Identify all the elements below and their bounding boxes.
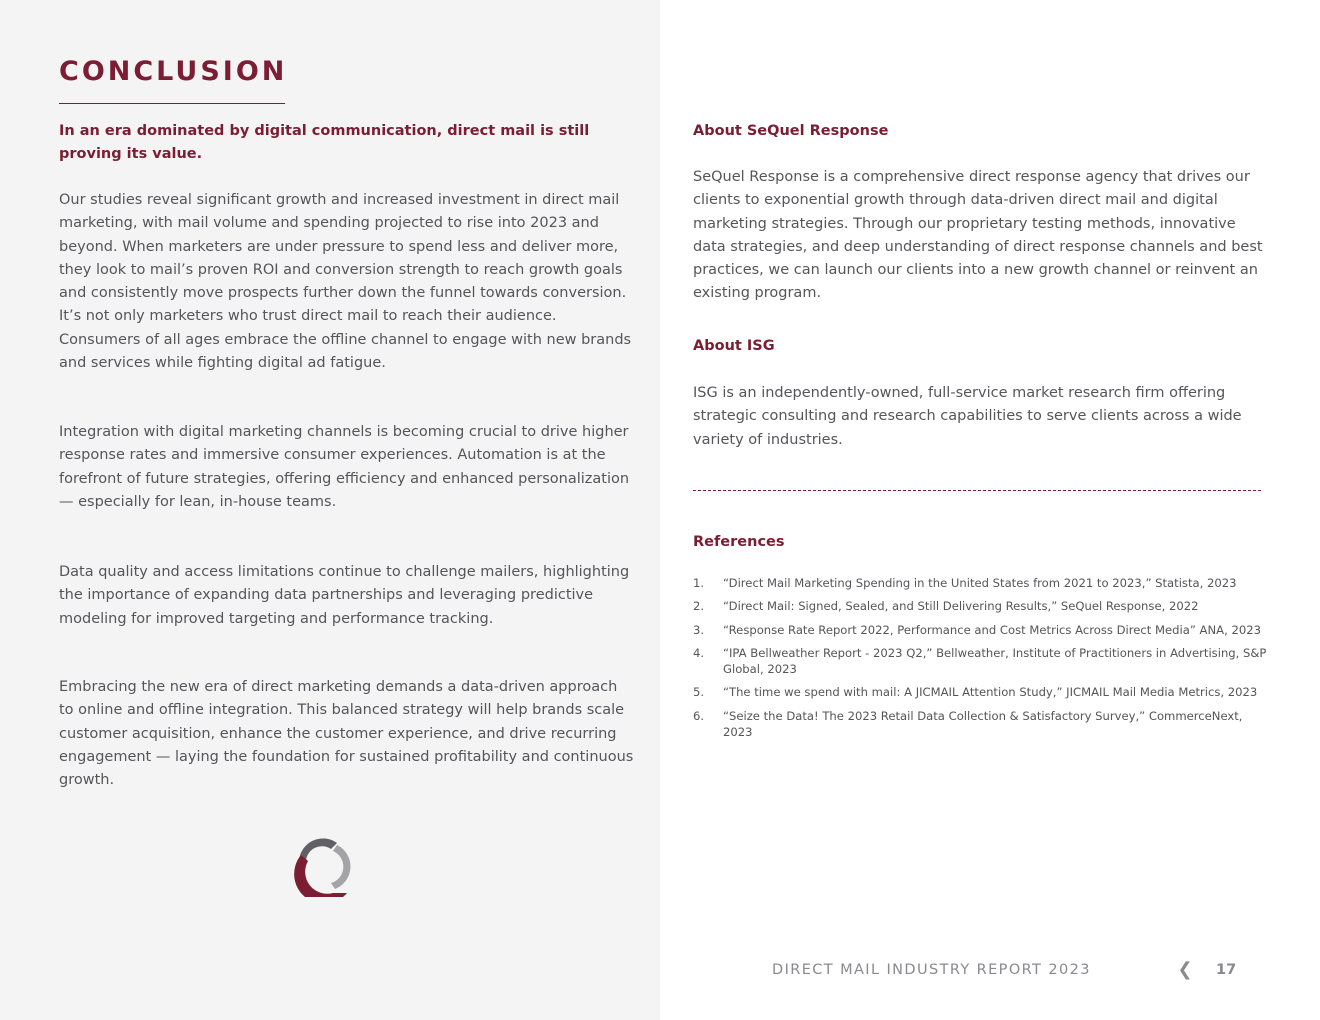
- reference-text: “Direct Mail Marketing Spending in the United States from 2021 to 2023,” Statista, 2023: [723, 576, 1237, 590]
- about-sequel-heading: About SeQuel Response: [693, 123, 889, 139]
- reference-number: 2.: [693, 599, 705, 614]
- reference-number: 1.: [693, 576, 705, 590]
- reference-item: [693, 575, 1268, 591]
- lead-statement: In an era dominated by digital communication, direct mail is still proving its value.: [59, 123, 590, 163]
- reference-item: [693, 684, 1268, 700]
- footer-report-title: DIRECT MAIL INDUSTRY REPORT 2023: [772, 962, 1091, 978]
- reference-number: 6.: [693, 708, 705, 723]
- chevron-left-icon[interactable]: ❮: [1177, 959, 1193, 980]
- about-sequel-text: SeQuel Response is a comprehensive direct response agency that drives our clients to exponential growth through data-driven direct mail and digital marketing strategies. Through our proprietary testing methods, innovative data strategies, and deep understanding of direct response channels and best practices, we can launch our clients into a new growth channel or reinvent an existing program.: [693, 169, 1263, 302]
- reference-text: “Seize the Data! The 2023 Retail Data Collection & Satisfactory Survey,” CommerceNext, 2023: [723, 708, 1243, 740]
- sequel-response-logo-icon: [293, 835, 353, 897]
- conclusion-paragraph: Embracing the new era of direct marketing demands a data-driven approach to online and offline integration. This balanced strategy will help brands scale customer acquisition, enhance the customer experience, and drive recurring engagement — laying the foundation for sustained profitability and continuous growth.: [59, 679, 634, 789]
- about-isg-heading: About ISG: [693, 338, 775, 354]
- reference-item: [693, 645, 1268, 678]
- references-list: [693, 575, 1268, 747]
- reference-number: 4.: [693, 645, 705, 660]
- reference-text: “IPA Bellweather Report - 2023 Q2,” Bellweather, Institute of Practitioners in Advertising, S&P Global, 2023: [723, 645, 1267, 677]
- reference-item: [693, 708, 1268, 741]
- reference-text: “The time we spend with mail: A JICMAIL Attention Study,” JICMAIL Mail Media Metrics, 2023: [723, 685, 1258, 700]
- reference-text: “Response Rate Report 2022, Performance and Cost Metrics Across Direct Media” ANA, 2023: [723, 622, 1261, 637]
- reference-item: [693, 622, 1268, 638]
- page-title: CONCLUSION: [59, 56, 288, 87]
- section-divider: [693, 490, 1261, 491]
- conclusion-paragraph: Data quality and access limitations continue to challenge mailers, highlighting the importance of expanding data partnerships and leveraging predictive modeling for improved targeting and performance tracking.: [59, 564, 630, 627]
- conclusion-paragraph: Integration with digital marketing channels is becoming crucial to drive higher response rates and immersive consumer experiences. Automation is at the forefront of future strategies, offering efficiency and enhanced personalization — especially for lean, in-house teams.: [59, 424, 630, 510]
- reference-item: [693, 598, 1268, 614]
- references-heading: References: [693, 534, 785, 550]
- conclusion-paragraph: Our studies reveal significant growth and increased investment in direct mail marketing, with mail volume and spending projected to rise into 2023 and beyond. When marketers are under pressure to spend less and deliver more, they look to mail’s proven ROI and conversion strength to reach growth goals and consistently move prospects further down the funnel towards conversion. It’s not only marketers who trust direct mail to reach their audience. Consumers of all ages embrace the offline channel to engage with new brands and services while fighting digital ad fatigue.: [59, 192, 632, 372]
- page-number: 17: [1216, 962, 1237, 978]
- title-underline: [59, 103, 285, 104]
- reference-number: 5.: [693, 685, 705, 700]
- reference-text: “Direct Mail: Signed, Sealed, and Still Delivering Results,” SeQuel Response, 2022: [723, 599, 1199, 614]
- about-isg-text: ISG is an independently-owned, full-service market research firm offering strategic consulting and research capabilities to serve clients across a wide variety of industries.: [693, 385, 1242, 448]
- reference-number: 3.: [693, 622, 705, 637]
